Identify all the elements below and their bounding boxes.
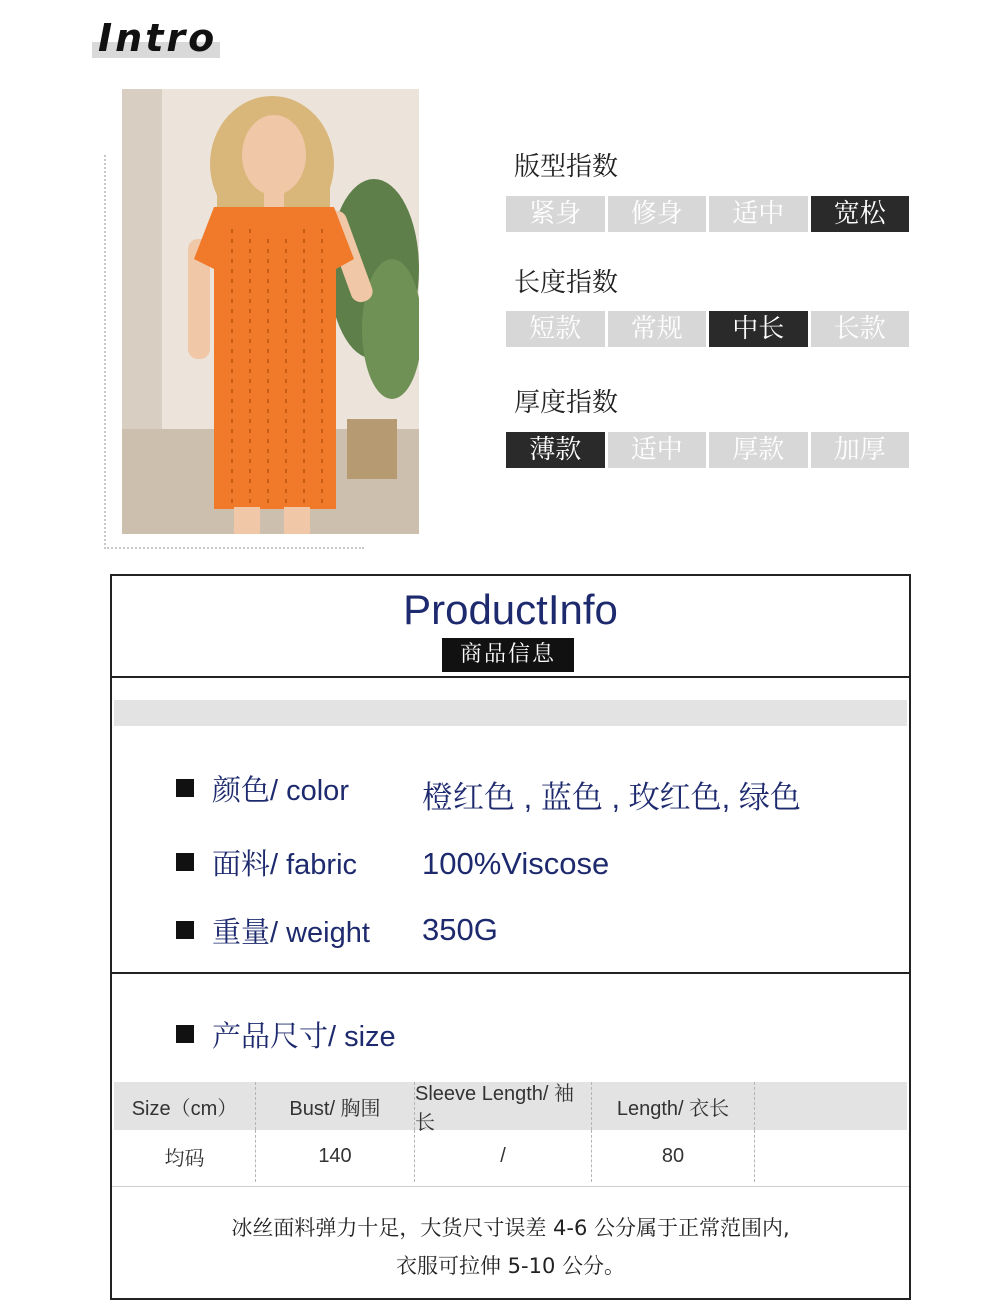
product-info-title: ProductInfo [403, 586, 618, 633]
intro-title: Intro [98, 16, 218, 60]
product-photo [122, 89, 419, 534]
bullet-square-icon [176, 779, 194, 797]
spec-fabric [176, 842, 357, 882]
divider [112, 972, 909, 974]
cell-bust: 140 [256, 1130, 415, 1182]
spec-fabric-value: 100%Viscose [422, 846, 610, 881]
thickness-option-medium: 适中 [608, 432, 707, 468]
thickness-option-thin: 薄款 [506, 432, 605, 468]
cell-length: 80 [592, 1130, 755, 1182]
length-option-long: 长款 [811, 311, 910, 347]
spec-color-label: 颜色/ color [212, 774, 349, 807]
intro-heading [92, 12, 222, 60]
gray-band [114, 700, 907, 726]
fit-option-tight: 紧身 [506, 196, 605, 232]
note-line-2: 衣服可拉伸 5-10 公分。 [395, 1254, 625, 1278]
fit-index-scale [506, 196, 909, 232]
size-table [114, 1082, 907, 1182]
fit-index-title: 版型指数 [514, 152, 619, 182]
bullet-square-icon [176, 853, 194, 871]
header-sleeve-length: Sleeve Length/ 袖长 [415, 1082, 592, 1130]
spec-color [176, 768, 349, 808]
cell-empty [755, 1130, 907, 1182]
fit-option-slim: 修身 [608, 196, 707, 232]
cell-size: 均码 [114, 1130, 256, 1182]
header-bust: Bust/ 胸围 [256, 1082, 415, 1130]
spec-size-label: 产品尺寸/ size [212, 1020, 396, 1053]
cell-sleeve-length: / [415, 1130, 592, 1182]
spec-color-value: 橙红色 , 蓝色 , 玫红色, 绿色 [422, 780, 801, 815]
note-line-1: 冰丝面料弹力十足，大货尺寸误差 4-6 公分属于正常范围内, [231, 1216, 790, 1240]
thickness-option-thick: 厚款 [709, 432, 808, 468]
length-option-regular: 常规 [608, 311, 707, 347]
length-option-short: 短款 [506, 311, 605, 347]
length-index-scale [506, 311, 909, 347]
product-photo-illustration [122, 89, 419, 534]
spec-size [176, 1014, 396, 1054]
table-row [114, 1130, 907, 1182]
header-size: Size（cm） [114, 1082, 256, 1130]
header-empty [755, 1082, 907, 1130]
product-info-box [110, 574, 911, 1300]
header-length: Length/ 衣长 [592, 1082, 755, 1130]
spec-fabric-label: 面料/ fabric [212, 848, 358, 881]
fit-option-loose: 宽松 [811, 196, 910, 232]
thickness-index-scale [506, 432, 909, 468]
length-option-midi: 中长 [709, 311, 808, 347]
thickness-option-extra-thick: 加厚 [811, 432, 910, 468]
thickness-index-title: 厚度指数 [514, 388, 619, 418]
spec-weight [176, 910, 370, 950]
bullet-square-icon [176, 1025, 194, 1043]
length-index-title: 长度指数 [514, 268, 619, 298]
divider [112, 1186, 909, 1187]
spec-weight-value: 350G [422, 912, 498, 947]
bullet-square-icon [176, 921, 194, 939]
spec-weight-label: 重量/ weight [212, 916, 370, 949]
divider [112, 676, 909, 678]
product-info-subtitle: 商品信息 [442, 638, 574, 672]
fit-option-regular: 适中 [709, 196, 808, 232]
size-table-header [114, 1082, 907, 1134]
